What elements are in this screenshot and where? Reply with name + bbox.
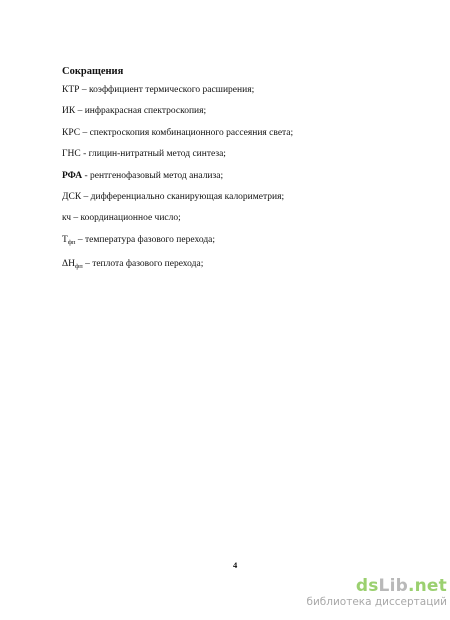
abbreviation-term: ГНС	[62, 149, 81, 160]
abbreviation-separator: -	[82, 170, 90, 181]
abbreviation-definition: рентгенофазовый метод анализа;	[89, 170, 224, 181]
abbreviation-term	[62, 235, 76, 245]
section-heading: Сокращения	[62, 66, 124, 77]
watermark-brand	[277, 576, 447, 596]
abbreviation-term: ДСК	[62, 191, 82, 202]
abbreviation-item	[62, 148, 412, 160]
abbreviation-definition: дифференциально сканирующая калориметрия;	[90, 191, 285, 202]
abbreviation-list	[62, 84, 412, 283]
abbreviation-item	[62, 84, 412, 96]
abbreviation-term: КРС	[62, 127, 81, 138]
watermark-brand-part: ds	[355, 576, 379, 596]
abbreviation-item	[62, 234, 412, 249]
watermark-tagline: библиотека диссертаций	[306, 596, 447, 608]
abbreviation-separator: –	[75, 106, 85, 117]
abbreviation-item	[62, 105, 412, 117]
abbreviation-definition: теплота фазового перехода;	[92, 259, 204, 270]
abbreviation-definition: спектроскопия комбинационного рассеяния света;	[89, 127, 294, 138]
abbreviation-term: КТР	[62, 85, 80, 95]
abbreviation-separator: –	[82, 259, 93, 270]
abbreviation-item	[62, 191, 412, 203]
abbreviation-subscript: фп	[67, 238, 76, 246]
abbreviation-term: ИК	[62, 106, 76, 117]
abbreviation-separator: –	[81, 191, 91, 202]
abbreviation-definition: температура фазового перехода;	[85, 234, 216, 245]
watermark-brand-part: Lib	[378, 576, 408, 596]
abbreviation-term	[62, 259, 83, 269]
abbreviation-symbol: ΔH	[62, 259, 75, 270]
abbreviation-separator: –	[79, 85, 89, 95]
abbreviation-definition: инфракрасная спектроскопия;	[84, 106, 207, 117]
abbreviation-term: РФА	[62, 170, 83, 181]
abbreviation-separator: –	[75, 234, 86, 245]
abbreviation-separator: –	[80, 127, 90, 138]
abbreviation-definition: коэффициент термического расширения;	[88, 85, 255, 95]
abbreviation-term: кч	[62, 213, 72, 224]
abbreviation-definition: координационное число;	[80, 213, 181, 224]
abbreviation-item	[62, 170, 412, 182]
abbreviation-definition: глицин-нитратный метод синтеза;	[88, 149, 226, 160]
page-number: 4	[233, 560, 238, 570]
abbreviation-item	[62, 127, 412, 139]
watermark-logo	[277, 576, 447, 609]
abbreviation-separator: -	[80, 149, 89, 160]
abbreviation-item	[62, 258, 412, 273]
abbreviation-separator: –	[71, 213, 81, 224]
abbreviation-item	[62, 212, 412, 224]
watermark-brand-part: .net	[407, 576, 447, 596]
abbreviation-subscript: фп	[74, 263, 83, 271]
abbreviation-symbol: T	[62, 234, 68, 245]
